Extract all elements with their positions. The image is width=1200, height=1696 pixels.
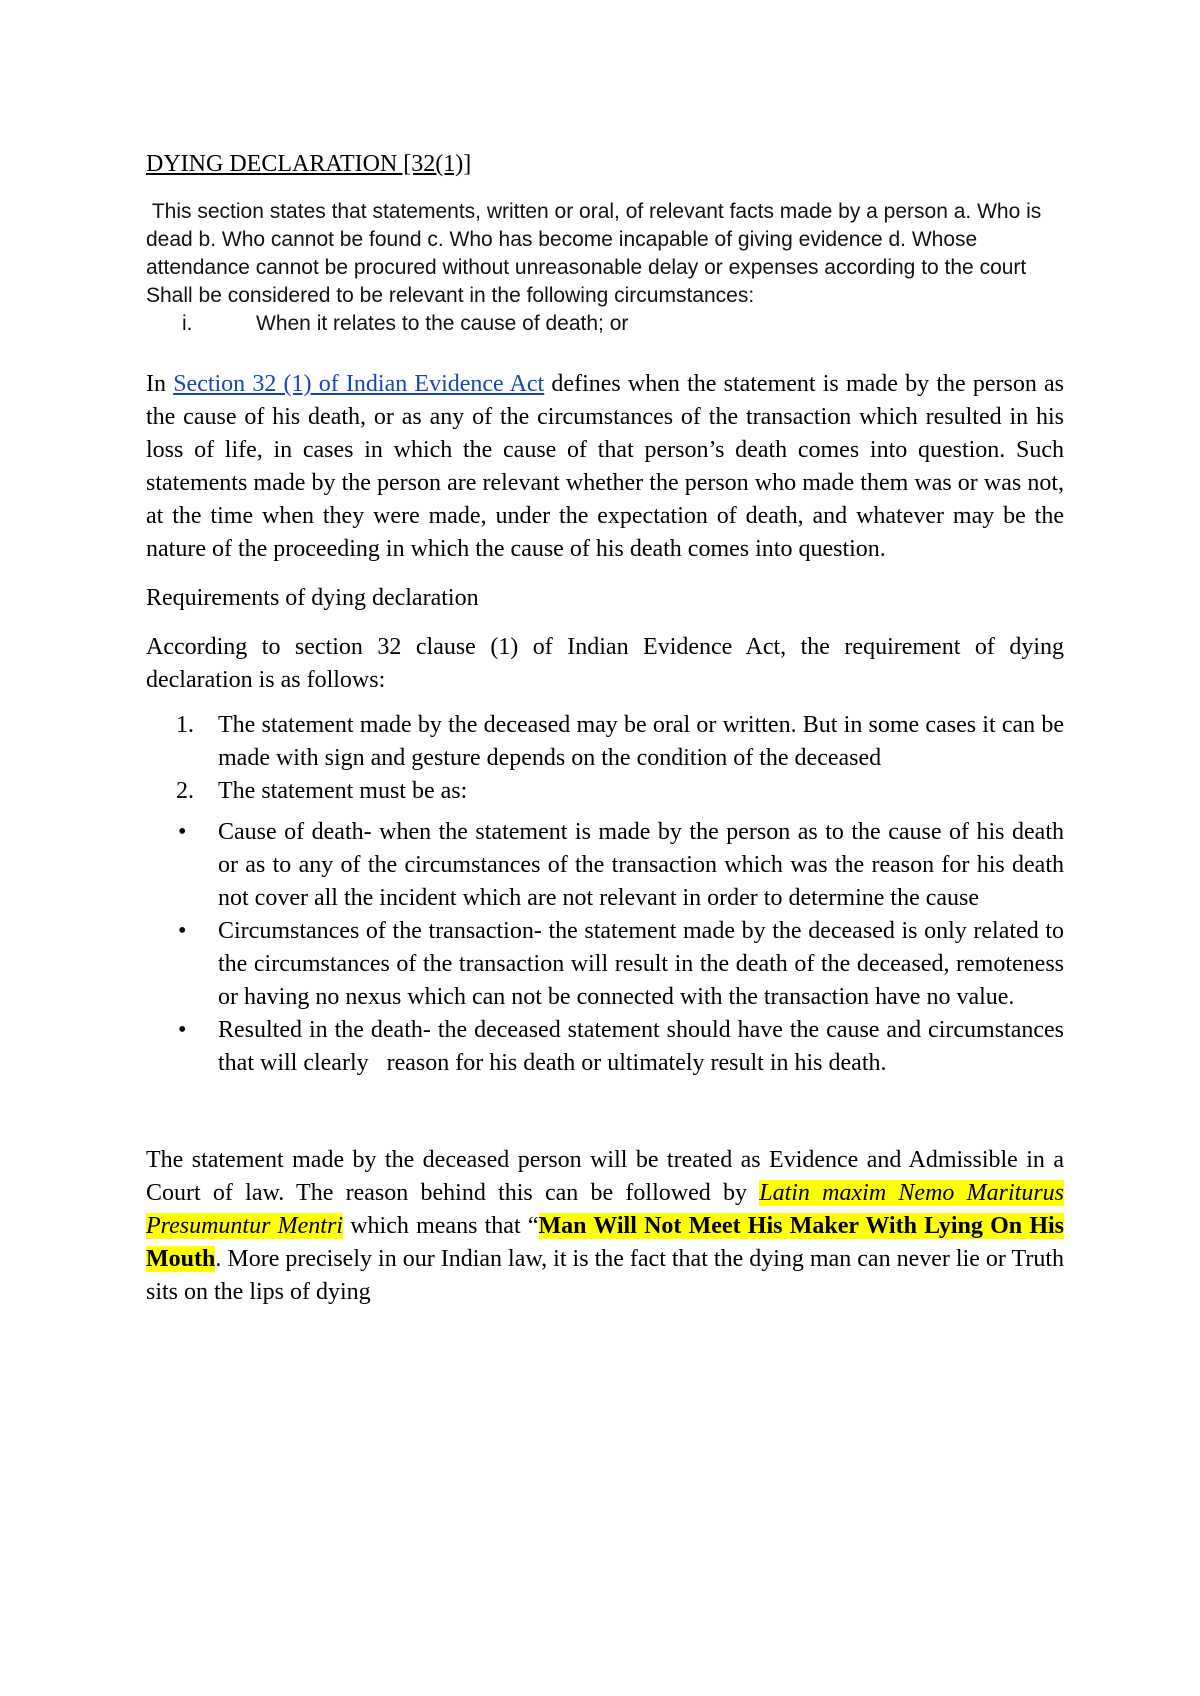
- bullet-text: Cause of death- when the statement is made by the person as to the cause of his death or as to any of the circumstances of the transaction which was the reason for his death not cover all the incident which are not relevant in order to determine the cause: [218, 819, 1064, 911]
- roman-list-item: [146, 310, 1064, 338]
- list-item: [146, 709, 1064, 775]
- section-32-link[interactable]: Section 32 (1) of Indian Evidence Act: [173, 371, 545, 397]
- latin-maxim-highlight: Latin maxim Nemo Mariturus Presumuntur Mentri: [146, 1180, 1064, 1239]
- bullet-list: [146, 816, 1070, 1080]
- maxim-translation-highlight: Man Will Not Meet His Maker With Lying On His Mouth: [146, 1213, 1064, 1272]
- evidence-paragraph: [146, 1144, 1064, 1309]
- bullet-item: [146, 816, 1064, 915]
- intro-condition: Shall be considered to be relevant in the following circumstances:: [146, 284, 755, 307]
- bullet-icon: •: [178, 918, 187, 944]
- para1-prefix: In: [146, 371, 174, 397]
- para3-part2: which means that “: [343, 1213, 539, 1239]
- requirements-heading: Requirements of dying declaration: [146, 585, 479, 611]
- list-item-text: The statement made by the deceased may be oral or written. But in some cases it can be made with sign and gesture depends on the condition of the deceased: [218, 712, 1064, 771]
- document-content: [146, 150, 1070, 1309]
- bullet-item: [146, 915, 1064, 1014]
- requirements-intro: According to section 32 clause (1) of Indian Evidence Act, the requirement of dying declaration is as follows:: [146, 634, 1064, 693]
- bullet-item: [146, 1014, 1070, 1080]
- bullet-text: Resulted in the death- the deceased statement should have the cause and circumstances that will clearly reason for his death or ultimately result in his death.: [218, 1017, 1070, 1076]
- list-number: 2.: [176, 778, 194, 804]
- list-item-text: The statement must be as:: [218, 778, 468, 804]
- roman-numeral: i.: [182, 312, 193, 335]
- list-number: 1.: [176, 712, 194, 738]
- bullet-text: Circumstances of the transaction- the statement made by the deceased is only related to the circumstances of the transaction will result in the death of the deceased, remoteness or having no nexus which can not be connected with the transaction have no value.: [218, 918, 1064, 1010]
- intro-text: This section states that statements, written or oral, of relevant facts made by a person a. Who is dead b. Who cannot be found c. Who has become incapable of giving evidence d. Whose attendance cannot be procured without unreasonable delay or expenses according to the court: [146, 200, 1048, 279]
- para3-part1: The statement made by the deceased person will be treated as Evidence and Admissible in a Court of law. The reason behind this can be followed by: [146, 1147, 1064, 1206]
- numbered-list: [146, 709, 1064, 808]
- para3-part3: . More precisely in our Indian law, it is the fact that the dying man can never lie or Truth sits on the lips of dying: [146, 1246, 1064, 1305]
- para1-rest: defines when the statement is made by the person as the cause of his death, or as any of the circumstances of the transaction which resulted in his loss of life, in cases in which the cause of that person’s death comes into question. Such statements made by the person are relevant whether the person who made them was or was not, at the time when they were made, under the expectation of death, and whatever may be the nature of the proceeding in which the cause of his death comes into question.: [146, 371, 1065, 562]
- bullet-icon: •: [178, 819, 187, 845]
- list-item: [146, 775, 1064, 808]
- intro-block: [146, 198, 1064, 338]
- section-paragraph: [146, 368, 1064, 566]
- bullet-icon: •: [178, 1017, 187, 1043]
- document-title: DYING DECLARATION [32(1)]: [146, 151, 472, 177]
- roman-item-text: When it relates to the cause of death; or: [256, 312, 629, 335]
